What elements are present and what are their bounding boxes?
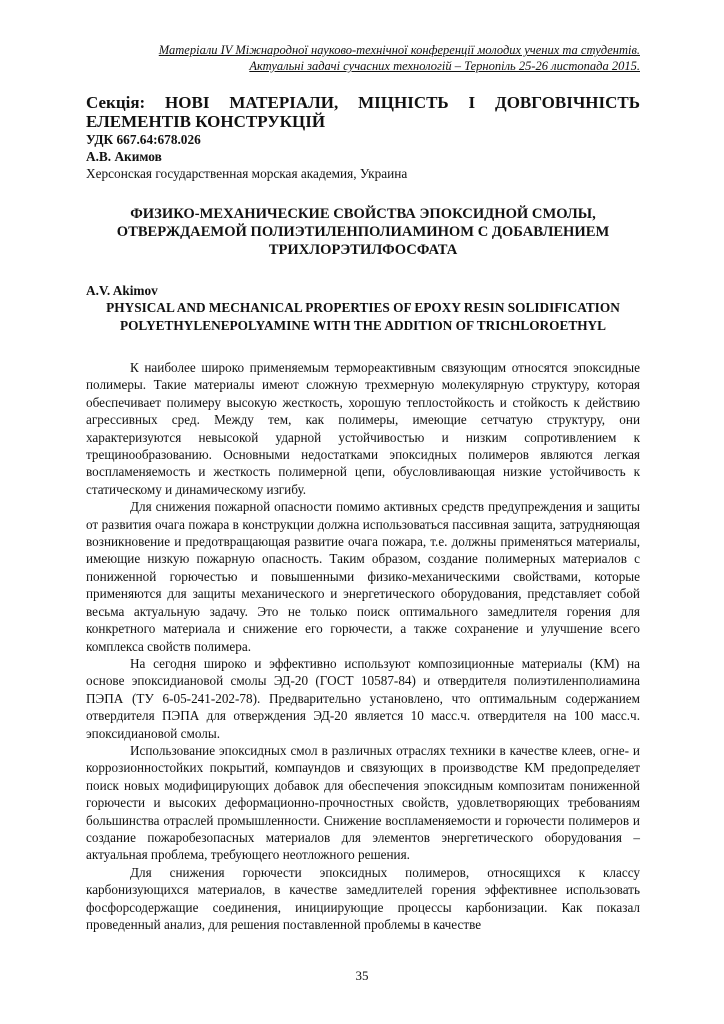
author-en: A.V. Akimov	[86, 283, 158, 298]
conference-header	[86, 0, 640, 74]
header-line-1: Матеріали IV Міжнародної науково-технічної конференції молодих учених та студентів.	[158, 43, 640, 57]
udk-code: УДК 667.64:678.026	[86, 132, 201, 147]
section-title: Секція: НОВІ МАТЕРІАЛИ, МІЦНІСТЬ І ДОВГОВІЧНІСТЬ ЕЛЕМЕНТІВ КОНСТРУКЦІЙ	[86, 93, 640, 131]
paragraph-2: Для снижения пожарной опасности помимо активных средств предупреждения и защиты от развития очага пожара в конструкции должна использоваться пассивная защита, затрудняющая возникновение и предотвращающая развитие очага пожара, т.е. должны применяться материалы, имеющие низкую пожарную опасность. Таким образом, создание полимерных материалов с пониженной горючестью и повышенными физико-механическими свойствами, которые применяются для защиты механического и энергетического оборудования, представляет собой весьма актуальную задачу. Это не только поиск оптимального замедлителя горения для конкретного материала и снижение его горючести, а также сохранение и улучшение всего комплекса свойств полимера.	[86, 499, 640, 654]
paragraph-3: На сегодня широко и эффективно используют композиционные материалы (КМ) на основе эпоксидиановой смолы ЭД-20 (ГОСТ 10587-84) и отвердителя полиэтиленполиамина ПЭПА (ТУ 6-05-241-202-78). Предварительно установлено, что оптимальным содержанием отвердителя ПЭПА для отверждения ЭД-20 является 10 масс.ч. отвердителя на 100 масс.ч. эпоксидиановой смолы.	[86, 655, 640, 741]
title-en: PHYSICAL AND MECHANICAL PROPERTIES OF EPOXY RESIN SOLIDIFICATION POLYETHYLENEPOLYAMINE WITH THE ADDITION OF TRICHLOROETHYL	[106, 300, 620, 333]
affiliation: Херсонская государственная морская академия, Украина	[86, 166, 408, 181]
page-number: 35	[355, 968, 369, 983]
paragraph-1: К наиболее широко применяемым термореактивным связующим относятся эпоксидные полимеры. Такие материалы имеют сложную трехмерную молекулярную структуру, которая обеспечивает полимеру высокую жесткость, хорошую теплостойкость и стойкость к действию агрессивных сред. Между тем, как полимеры, имеющие сетчатую структуру, они характеризуются невысокой ударной устойчивостью и низким сопротивлением к трещинообразованию. Основными недостатками эпоксидных полимеров являются легкая воспламеняемость и жесткость полимерной цепи, обусловливающая низкие устойчивость к статическому и динамическому изгибу.	[86, 360, 640, 497]
title-ru: ФИЗИКО-МЕХАНИЧЕСКИЕ СВОЙСТВА ЭПОКСИДНОЙ СМОЛЫ, ОТВЕРЖДАЕМОЙ ПОЛИЭТИЛЕНПОЛИАМИНОМ С ДОБАВЛЕНИЕМ ТРИХЛОРЭТИЛФОСФАТА	[116, 206, 610, 258]
paragraph-5: Для снижения горючести эпоксидных полимеров, относящихся к классу карбонизующихся материалов, в качестве замедлителей горения эффективнее использовать фосфорсодержащие соединения, инициирующие процессы карбонизации. Как показал проведенный анализ, для решения поставленной проблемы в качестве	[86, 864, 640, 932]
header-line-2: Актуальні задачі сучасних технологій – Тернопіль 25-26 листопада 2015.	[249, 59, 640, 73]
author-ru: А.В. Акимов	[86, 149, 162, 164]
article-body	[86, 359, 640, 933]
paragraph-4: Использование эпоксидных смол в различных отраслях техники в качестве клеев, огне- и коррозионностойких покрытий, компаундов и связующих в производстве КМ предопределяет поиск новых модифицирующих добавок для обеспечения эпоксидным композитам пониженной горючести и высоких деформационно-прочностных свойств, удовлетворяющих требованиям большинства отраслей промышленности. Снижение воспламеняемости и горючести полимеров и создание пожаробезопасных материалов для элементов энергетического оборудования – актуальная проблема, требующего неотложного решения.	[86, 742, 640, 863]
